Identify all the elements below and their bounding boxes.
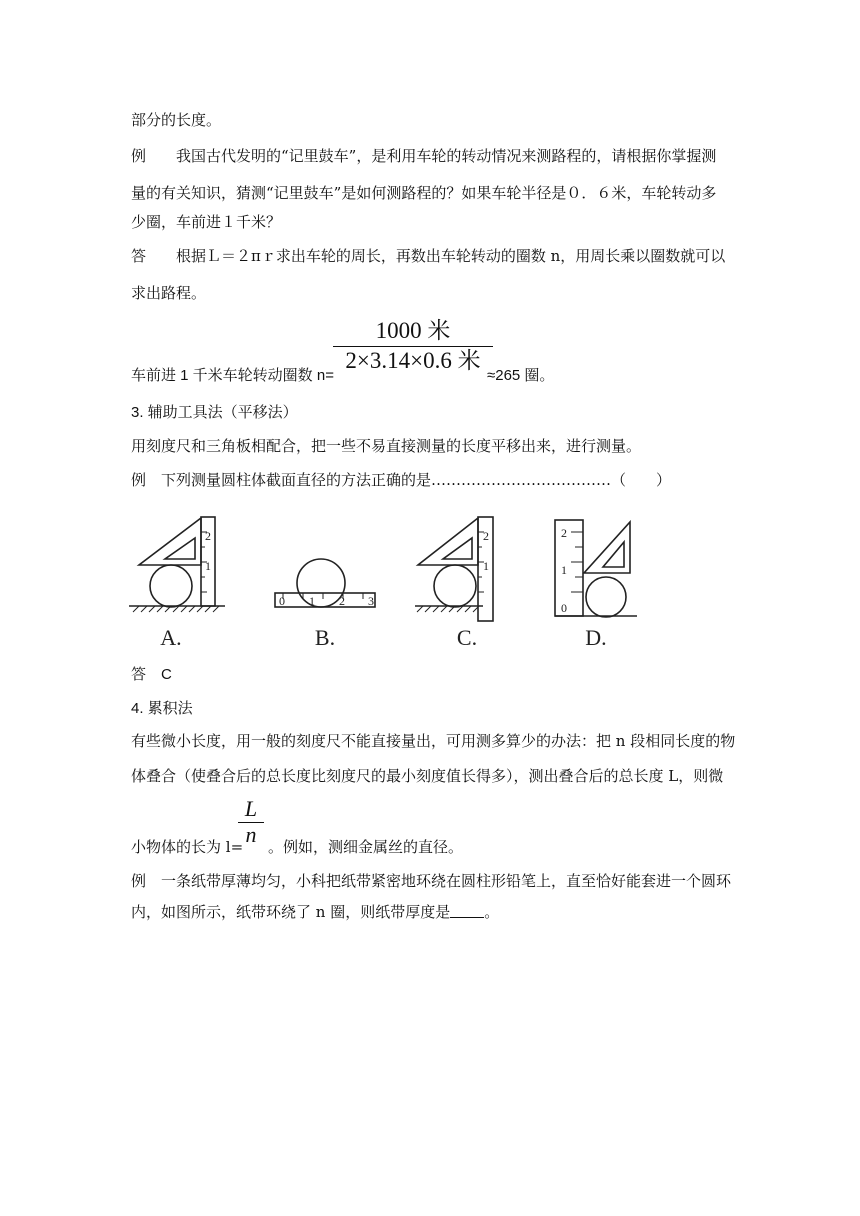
ruler-b-tick-1: 1 [309,594,315,608]
fraction-denominator: 2×3.14×0.6 米 [345,348,481,373]
ruler-b-tick-3: 3 [368,594,374,608]
ruler-d-tick-0: 0 [561,601,567,615]
ruler-b-tick-2: 2 [339,594,345,608]
ruler-d-tick-1: 1 [561,563,567,577]
fraction-bar [333,346,493,347]
accumulation-line-1: 有些微小长度，用一般的刻度尺不能直接量出，可用测多算少的办法：把 n 段相同长度的物 [131,732,736,750]
option-a-label: A. [160,625,182,650]
ruler-d-tick-2: 2 [561,526,567,540]
ruler-c-tick-2: 2 [483,529,489,543]
answer-2: 答 C [131,666,172,683]
text-line-1: 部分的长度。 [131,111,222,129]
answer-1-line-2: 求出路程。 [131,284,207,302]
answer-blank [450,903,484,918]
fraction-rotations [333,318,493,374]
ruler-a-tick-2: 2 [205,529,211,543]
heading-4: 4. 累积法 [131,700,193,717]
example-1-line-1: 例 我国古代发明的“记里鼓车”，是利用车轮的转动情况来测路程的，请根据你掌握测 [131,147,717,165]
option-d-diagram [555,520,637,617]
option-b-diagram [275,559,375,607]
example-1-line-3: 少圈，车前进１千米？ [131,213,282,231]
fraction-l-denominator: n [245,822,257,847]
fraction-numerator: 1000 米 [375,318,451,343]
accumulation-line-3-suffix: 。例如，测细金属丝的直径。 [268,838,464,856]
answer-1-line-1: 答 根据Ｌ＝２πｒ求出车轮的周长，再数出车轮转动的圈数 n，用周长乘以圈数就可以 [131,247,726,265]
example-3-line-2-prefix: 内，如图所示，纸带环绕了 n 圈，则纸带厚度是 [131,903,451,921]
ruler-c-tick-1: 1 [483,559,489,573]
example-1-line-2: 量的有关知识，猜测“记里鼓车”是如何测路程的？如果车轮半径是０．６米，车轮转动多 [131,184,717,202]
measurement-figure [125,512,645,654]
option-c-label: C. [456,625,478,650]
answer-1-line-3-prefix: 车前进 1 千米车轮转动圈数 n= [131,367,334,384]
answer-1-line-3-suffix: ≈265 圈。 [487,367,555,384]
option-d-label: D. [585,625,607,650]
ruler-b-tick-0: 0 [279,594,285,608]
example-2-question: 例 下列测量圆柱体截面直径的方法正确的是………………………………（ ） [131,471,672,489]
example-3-line-2-suffix: 。 [484,903,500,921]
text-line-tool-method: 用刻度尺和三角板相配合，把一些不易直接测量的长度平移出来，进行测量。 [131,437,642,455]
accumulation-line-2: 体叠合（使叠合后的总长度比刻度尺的最小刻度值长得多），测出叠合后的总长度 L，则微 [131,767,724,785]
example-3-line-2 [131,902,499,922]
accumulation-line-3-prefix: 小物体的长为 l= [131,838,244,856]
fraction-l-numerator: L [244,796,258,821]
measurement-figure-svg [125,512,645,654]
fraction-l-over-n [238,797,264,846]
example-3-line-1: 例 一条纸带厚薄均匀，小科把纸带紧密地环绕在圆柱形铅笔上，直至恰好能套进一个圆环 [131,872,732,890]
ruler-a-tick-1: 1 [205,559,211,573]
heading-3: 3. 辅助工具法（平移法） [131,404,298,421]
option-c-diagram [415,517,493,621]
option-b-label: B. [314,625,336,650]
